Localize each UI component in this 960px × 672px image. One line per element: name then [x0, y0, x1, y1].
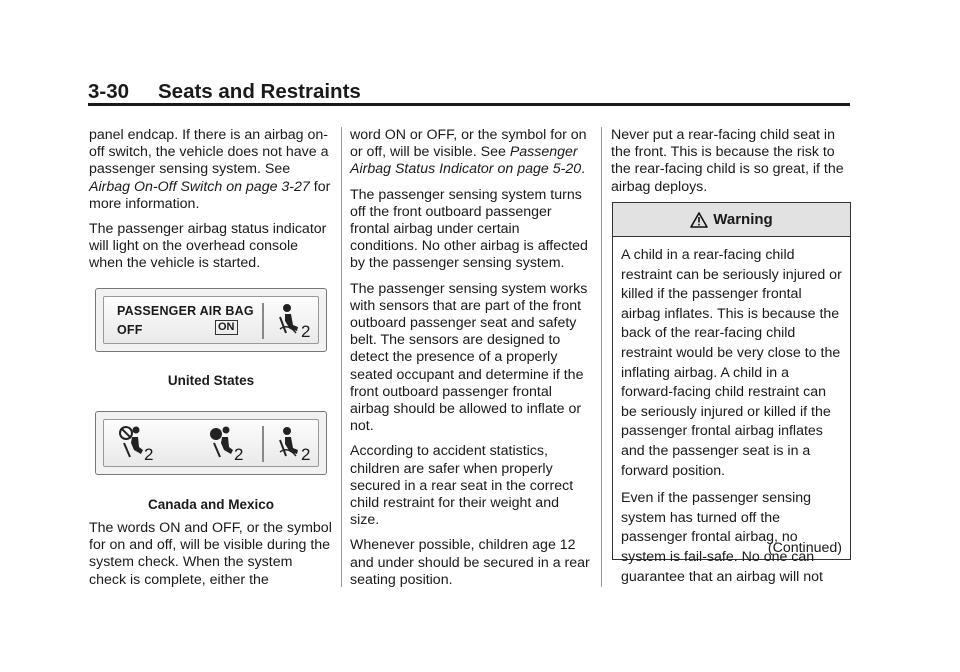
- indicator-divider-2: [262, 426, 264, 462]
- col3-paragraph-1: Never put a rear-facing child seat in the front. This is because the risk to the rear-facing child is so great, if the airbag deploys.: [611, 127, 844, 195]
- col2-paragraph-3: The passenger sensing system works with sensors that are part of the front outboard passenger seat and safety belt. The sensors are designed to detect the presence of a properly seated occupant and determine if the front outboard passenger frontal airbag should be allowed to inflate or not.: [350, 280, 588, 435]
- column-2: [350, 127, 590, 597]
- col1-paragraph-1: panel endcap. If there is an airbag on-off switch, the vehicle does not have a passenger sensing system. See Airbag On-Off Switch on page 3-27 for more information.: [89, 127, 331, 212]
- column-divider-2: [601, 127, 602, 587]
- us-status-indicator: [95, 288, 327, 352]
- seat-number-c: 2: [301, 445, 311, 464]
- airbag-off-icon: [118, 425, 146, 459]
- airbag-switch-link[interactable]: Airbag On-Off Switch on page 3-27: [89, 178, 310, 195]
- seat-number-a: 2: [144, 445, 154, 464]
- airbag-on-icon: [208, 425, 236, 459]
- col2-paragraph-5: Whenever possible, children age 12 and under should be secured in a rear seating position.: [350, 537, 590, 588]
- warning-paragraph-2: Even if the passenger sensing system has turned off the passenger frontal airbag, no system is fail-safe. No one can guarantee that an airbag will not: [621, 490, 823, 585]
- seat-number-b: 2: [234, 445, 244, 464]
- warning-paragraph-1: A child in a rear-facing child restraint can be seriously injured or killed if the passenger frontal airbag inflates. This is because the back of the rear-facing child restraint would be very close to the inflating airbag. A child in a forward-facing child restraint can be seriously injured or killed if the passenger frontal airbag inflates and the passenger seat is in a forward position.: [621, 247, 842, 479]
- col2-paragraph-1: word ON or OFF, or the symbol for on or off, will be visible. See Passenger Airbag Status Indicator on page 5-20.: [350, 127, 587, 178]
- warning-header: [613, 203, 850, 237]
- passenger-airbag-label: PASSENGER AIR BAG: [117, 304, 254, 318]
- col1-paragraph-3: The words ON and OFF, or the symbol for on and off, will be visible during the system check. When the system check is complete, either the: [89, 520, 332, 588]
- column-1-continued: [89, 520, 333, 597]
- warning-triangle-icon: [690, 212, 708, 228]
- section-title: Seats and Restraints: [158, 80, 361, 103]
- warning-title: Warning: [713, 211, 773, 228]
- continued-label: (Continued): [767, 540, 842, 556]
- col2-paragraph-4: According to accident statistics, children are safer when properly secured in a rear seat in the correct child restraint for their weight and size.: [350, 443, 574, 529]
- figure-caption-canada-mexico: Canada and Mexico: [147, 497, 275, 512]
- col2-paragraph-2: The passenger sensing system turns off the front outboard passenger frontal airbag under certain conditions. No other airbag is affected by the passenger sensing system.: [350, 186, 588, 272]
- airbag-passenger-icon: [276, 426, 302, 460]
- airbag-passenger-icon: [276, 303, 302, 337]
- indicator-divider: [262, 303, 264, 339]
- warning-box: [612, 202, 851, 585]
- column-1: [89, 127, 333, 281]
- status-indicator-link[interactable]: Passenger Airbag Status Indicator on page 5-20: [350, 144, 582, 178]
- off-label: OFF: [117, 323, 143, 337]
- canada-mexico-status-indicator: [95, 411, 327, 475]
- on-label: ON: [215, 320, 238, 335]
- col1-paragraph-2: The passenger airbag status indicator will light on the overhead console when the vehicle is started.: [89, 221, 327, 272]
- column-3: [611, 127, 851, 204]
- header-rule: [88, 103, 850, 106]
- column-divider-1: [341, 127, 342, 587]
- figure-caption-us: United States: [167, 373, 255, 388]
- page-number: 3-30: [88, 80, 130, 103]
- warning-body: [613, 237, 850, 587]
- seat-number: 2: [301, 322, 311, 341]
